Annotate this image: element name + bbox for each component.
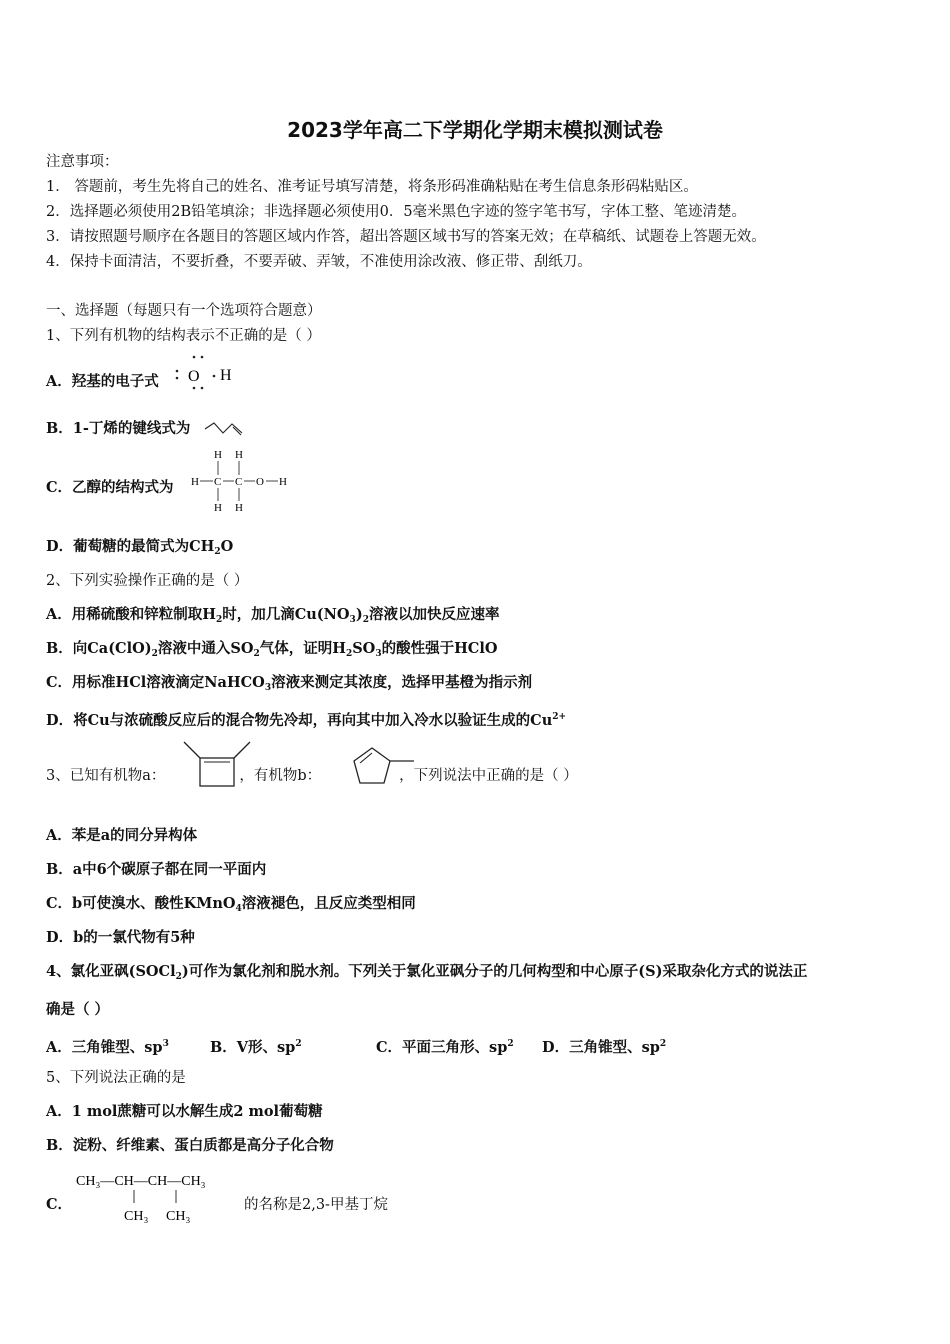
ethanol-structural-formula [190, 448, 300, 512]
q1-option-c: C．乙醇的结构式为 [46, 479, 174, 496]
q5-option-c: C． [46, 1196, 73, 1213]
hydrogen-symbol: H [220, 367, 232, 384]
svg-text:H: H [235, 502, 243, 514]
q4-option-a: A．三角锥型、$sp^3$ [46, 1039, 169, 1056]
svg-text:H: H [214, 449, 222, 461]
q2-option-c: C．用标准HCl溶液滴定NaHCO$_3$溶液来测定其浓度，选择甲基橙为指示剂 [46, 674, 533, 693]
svg-text:H: H [191, 476, 199, 488]
svg-text:H: H [235, 449, 243, 461]
q1-option-d: D．葡萄糖的最简式为$CH_2O$ [46, 538, 234, 557]
q3-option-c: C．b可使溴水、酸性KMnO$_4$溶液褪色，且反应类型相同 [46, 895, 416, 914]
molecule-a-structure [182, 740, 254, 790]
notice-item-2: 2．选择题必须使用2B铅笔填涂；非选择题必须使用0．5毫米黑色字迹的签字笔书写，字体工整、笔迹清楚。 [46, 204, 747, 220]
molecule-b-structure [350, 745, 420, 789]
notice-heading: 注意事项： [46, 154, 119, 170]
q3-option-a: A．苯是a的同分异构体 [46, 827, 198, 844]
q5-option-a: A．1 mol蔗糖可以水解生成2 mol葡萄糖 [46, 1103, 323, 1120]
q3-option-d: D．b的一氯代物有5种 [46, 929, 195, 946]
section-heading: 一、选择题（每题只有一个选项符合题意） [46, 303, 322, 319]
q4-stem-line2: 确是（ ） [46, 1001, 110, 1018]
q2-stem: 2、下列实验操作正确的是（ ） [46, 573, 249, 589]
1-butene-skeletal-formula [204, 421, 244, 437]
q3-option-b: B．a中6个碳原子都在同一平面内 [46, 861, 267, 878]
methylbutane-structural-formula [76, 1168, 246, 1226]
q2-option-b: B．向$Ca(ClO)_2$溶液中通入$SO_2$气体，证明$H_2SO_3$的酸性强于HClO [46, 640, 498, 659]
q1-option-b: B．1-丁烯的键线式为 [46, 420, 191, 437]
q4-option-c: C．平面三角形、$sp^2$ [376, 1039, 514, 1056]
q4-option-b: B．V形、$sp^2$ [210, 1039, 302, 1056]
svg-text:O: O [256, 476, 264, 488]
q2-option-a: A．用稀硫酸和锌粒制取$H_2$时，加几滴$Cu(NO_3)_2$溶液以加快反应速率 [46, 606, 500, 625]
q1-option-a: A．羟基的电子式 [46, 373, 159, 390]
q2-option-d: D．将Cu与浓硫酸反应后的混合物先冷却，再向其中加入冷水以验证生成的$Cu^{2+}$ [46, 712, 567, 729]
notice-item-3: 3．请按照题号顺序在各题目的答题区域内作答，超出答题区域书写的答案无效；在草稿纸、试题卷上答题无效。 [46, 229, 766, 245]
page-title: 2023学年高二下学期化学期末模拟测试卷 [287, 118, 663, 142]
svg-text:H: H [279, 476, 287, 488]
q5-option-c-text: 的名称是2,3-甲基丁烷 [244, 1197, 388, 1213]
svg-text:C: C [214, 476, 222, 488]
q5-stem: 5、下列说法正确的是 [46, 1070, 186, 1086]
q1-stem: 1、下列有机物的结构表示不正确的是（ ） [46, 328, 321, 344]
svg-text:CH₃: CH₃ [166, 1209, 191, 1224]
q4-option-d: D．三角锥型、$sp^2$ [542, 1039, 667, 1056]
q5-option-b: B．淀粉、纤维素、蛋白质都是高分子化合物 [46, 1137, 334, 1154]
svg-text:H: H [214, 502, 222, 514]
svg-text:CH₃: CH₃ [124, 1209, 149, 1224]
oxygen-symbol: O [188, 368, 200, 385]
q3-stem: 3、已知有机物a： ，有机物b： ，下列说法中正确的是（ ） [46, 768, 578, 784]
hydroxyl-electron-formula [172, 352, 242, 392]
q4-stem-line1: 4、氯化亚砜(SOCl$_2$)可作为氯化剂和脱水剂。下列关于氯化亚砜分子的几何构型和中心原子(S)采取杂化方式的说法正 [46, 963, 808, 982]
notice-item-4: 4．保持卡面清洁，不要折叠，不要弄破、弄皱，不准使用涂改液、修正带、刮纸刀。 [46, 254, 592, 270]
svg-text:C: C [235, 476, 243, 488]
svg-text:CH₃—CH—CH—CH₃: CH₃—CH—CH—CH₃ [76, 1174, 206, 1189]
notice-item-1: 1． 答题前，考生先将自己的姓名、准考证号填写清楚，将条形码准确粘贴在考生信息条形码粘贴区。 [46, 179, 698, 195]
